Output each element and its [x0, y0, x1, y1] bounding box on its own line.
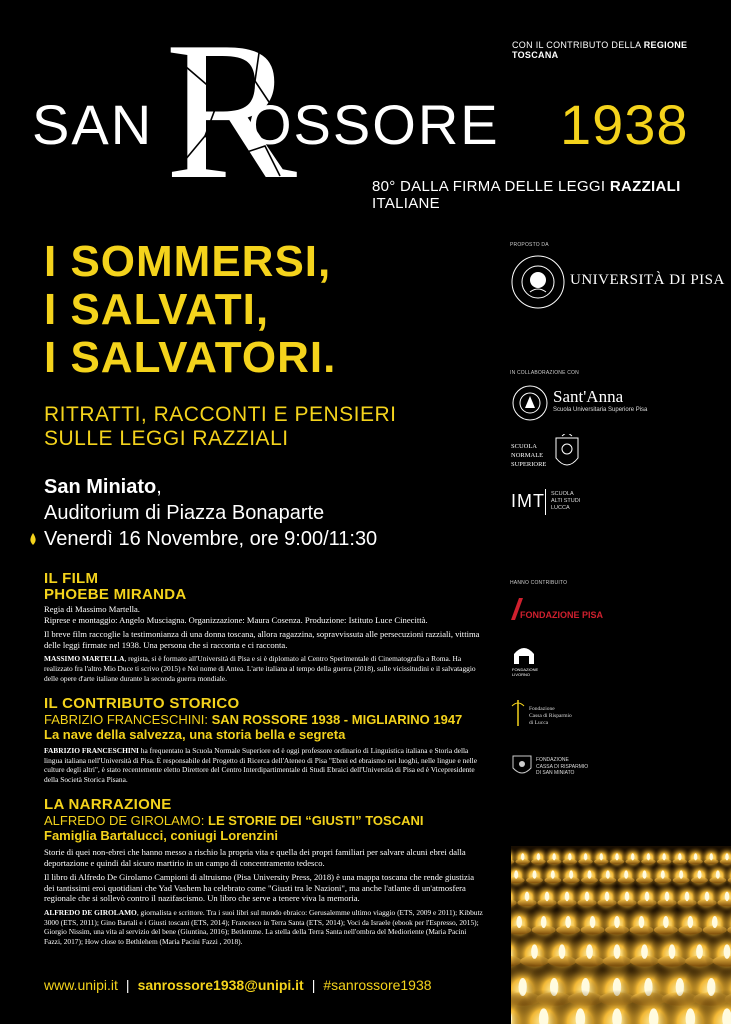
candle-flame	[725, 892, 729, 902]
fondazione-lucca-text	[529, 706, 572, 727]
subtitle-line-1: RITRATTI, RACCONTI E PENSIERI	[44, 403, 397, 426]
candle-flame	[705, 892, 709, 902]
film-bio-text: , regista, si è formato all'Università di Pisa e si è diplomato al Centro Sperimentale di Cinematografia a Roma. Ha realizzato fra l'altro Mio Duce ti scrivo (2015) e Nel nome di Antea. L'arte italiana al tempo della guerra (2018), sulle vicissitudini e il salvataggio delle opere d'arte italiane durante la seconda guerra mondiale.	[44, 654, 476, 683]
event-date: Venerdì 16 Novembre, ore 9:00/11:30	[44, 528, 378, 550]
santanna-sub: Scuola Universitaria Superiore Pisa	[553, 407, 648, 413]
film-regia: Regia di Massimo Martella.	[44, 604, 140, 614]
candle-flame	[600, 853, 603, 860]
fondazione-lucca-icon	[510, 698, 526, 728]
candles-photo	[511, 846, 731, 1024]
storico-title: IL CONTRIBUTO STORICO	[44, 695, 240, 712]
candle-flame	[678, 853, 681, 860]
candle-flame	[716, 870, 720, 878]
anniv-bold: RAZZIALI	[609, 178, 681, 195]
candle-flame	[606, 870, 610, 878]
candle-flame	[641, 944, 648, 958]
livorno-line-1: FONDAZIONE	[512, 667, 539, 672]
candle-flame	[639, 916, 645, 928]
footer	[44, 977, 432, 993]
lucca-line-1: Fondazione	[529, 706, 555, 712]
film-subtitle: PHOEBE MIRANDA	[44, 586, 187, 603]
contributo-prefix: CON IL CONTRIBUTO DELLA	[512, 40, 641, 50]
candle-flame	[679, 870, 683, 878]
fondazione-livorno-icon	[512, 644, 536, 666]
candle-flame	[590, 916, 596, 928]
title-r-letter: R	[165, 1, 294, 220]
fondazione-sanminiato-crest-icon	[511, 754, 533, 778]
candle-flame	[614, 944, 621, 958]
anniv-prefix: 80° DALLA FIRMA DELLE LEGGI	[372, 178, 606, 195]
event-venue: Auditorium di Piazza Bonaparte	[44, 502, 325, 524]
narrazione-title: LA NARRAZIONE	[44, 796, 172, 813]
candle-flame	[712, 916, 718, 928]
candle-flame	[661, 870, 665, 878]
candle-flame	[662, 853, 665, 860]
candle-flame	[588, 870, 592, 878]
sns-line-3: SUPERIORE	[511, 461, 547, 468]
narrazione-talk-line	[44, 813, 484, 828]
film-description: Il breve film raccoglie la testimonianza di una donna toscana, allora ragazzina, sopravvissuta alle persecuzioni razziali, vittima delle leggi firmate nel 1938. Una persona che si racconta e ci racconta.	[44, 629, 480, 650]
narrazione-bio	[44, 908, 484, 946]
candle-flame	[696, 944, 703, 958]
candle-flame	[514, 870, 518, 878]
narrazione-subtitle: Famiglia Bartalucci, coniugi Lorenzini	[44, 828, 279, 843]
candle-flame	[565, 916, 571, 928]
candle-flame	[521, 853, 524, 860]
candle-flame	[525, 892, 529, 902]
storico-talk-line	[44, 712, 484, 727]
footer-sep-1: |	[125, 977, 130, 993]
event-comma: ,	[156, 476, 162, 498]
storico-bio-name: FABRIZIO FRANCESCHINI	[44, 746, 139, 755]
storico-talk: SAN ROSSORE 1938 - MIGLIARINO 1947	[211, 712, 463, 727]
unipi-name: UNIVERSITÀ DI PISA	[570, 272, 725, 288]
narrazione-talk: LE STORIE DEI “GIUSTI” TOSCANI	[208, 813, 424, 828]
main-headline	[44, 238, 336, 382]
candle-flame	[624, 870, 628, 878]
narrazione-paragraph-2: Il libro di Alfredo De Girolamo Campioni di altruismo (Pisa University Press, 2018) è una mappa toscana che rende giustizia dei tantissimi eroi quotidiani che Yad Vashem ha celebrato come "Giusti tra le Nazioni", ma anche l'atlante di un'atmosfera regionale che si sollevò contro il nazifascismo. Un libro che serve a tenere viva la memoria.	[44, 872, 475, 904]
candle-flame	[688, 916, 694, 928]
candle-flame-icon	[28, 532, 38, 546]
candle-flame	[551, 870, 555, 878]
imt-sub	[551, 491, 580, 512]
candle-flame	[614, 916, 620, 928]
fondazione-livorno-text	[512, 667, 538, 677]
candle-flame	[586, 944, 593, 958]
storico-bio-text: ha frequentato la Scuola Normale Superiore ed è oggi professore ordinario di Linguistica italiana e Storia della lingua italiana nell'Università di Pisa. È responsabile del Progetto di Ricerca dell'Ateneo di Pisa "Ebrei ed ebraismo nei luoghi, nelle lingue e nelle culture degli altri", è stato recentemente eletto Direttore del Centro Interdipartimentale di Studi Ebraici dell'Università di Pisa ed è Vicepresidente della Società Storica Pisana.	[44, 746, 477, 784]
candle-flame	[663, 916, 669, 928]
narrazione-bio-text: , giornalista e scrittore. Tra i suoi libri sul mondo ebraico: Gerusalemme ultimo viaggio (ETS, 2009 e 2011); Kibbutz 3000 (ETS, 2011); Gino Bartali e i Giusti toscani (ETS, 2014); Francesco in Terra Santa (ETS, 2014); Voci da Israele (ebook per l'Espresso, 2015); Giorgio Nissim, una vita al servizio del bene (Giuntina, 2016); Betlemme. La stella della Terra Santa nell'ombra del Medioriente (Maria Pacini Fazzi, 2017); How close to Bethlehem (Maria Pacini Fazzi , 2018).	[44, 907, 483, 946]
santanna-name: Sant'Anna	[553, 387, 624, 406]
section-narrazione	[44, 797, 484, 950]
imt-line-3: LUCCA	[551, 505, 570, 511]
storico-subtitle: La nave della salvezza, una storia bella e segreta	[44, 727, 346, 742]
candle-flame	[694, 853, 697, 860]
footer-email-link[interactable]: sanrossore1938@unipi.it	[137, 977, 304, 993]
headline-line-1: I SOMMERSI,	[44, 237, 332, 286]
title-ossore: OSSORE	[248, 93, 500, 156]
sanminiato-line-3: DI SAN MINIATO	[536, 770, 575, 776]
headline-line-2: I SALVATI,	[44, 285, 270, 334]
candle-flame	[625, 892, 629, 902]
candle-flame	[516, 916, 522, 928]
candle-flame	[725, 853, 728, 860]
lucca-line-2: Cassa di Risparmio	[529, 713, 572, 719]
candle-flame	[565, 892, 569, 902]
imt-line-2: ALTI STUDI	[551, 498, 581, 504]
candle-flame	[631, 853, 634, 860]
contributo-line	[512, 40, 731, 60]
sns-line-2: NORMALE	[511, 452, 544, 459]
imt-divider	[545, 489, 546, 515]
candle-flame	[559, 944, 566, 958]
fondazione-pisa-name: FONDAZIONE PISA	[520, 610, 604, 620]
anniversary-line	[372, 178, 731, 212]
candle-flame	[665, 892, 669, 902]
candle-flame	[541, 916, 547, 928]
title-year: 1938	[560, 93, 689, 156]
sns-line-1: SCUOLA	[511, 443, 538, 450]
footer-hashtag: #sanrossore1938	[323, 977, 432, 993]
candle-flame	[698, 870, 702, 878]
livorno-line-2: LIVORNO	[512, 672, 531, 677]
collab-caption: IN COLLABORAZIONE CON	[510, 370, 579, 376]
headline-line-3: I SALVATORI.	[44, 333, 337, 382]
storico-speaker: FABRIZIO FRANCESCHINI:	[44, 712, 208, 727]
candle-flame	[724, 944, 731, 958]
unipi-seal-icon	[510, 254, 566, 310]
imt-line-1: SCUOLA	[551, 491, 574, 497]
fondazione-sanminiato-text	[536, 757, 588, 777]
subtitle-line-2: SULLE LEGGI RAZZIALI	[44, 427, 289, 450]
storico-bio	[44, 746, 484, 784]
film-title: IL FILM	[44, 570, 99, 587]
sns-logo-text	[511, 442, 546, 469]
santanna-seal-icon	[511, 384, 549, 422]
candle-flame	[710, 853, 713, 860]
candle-flame	[685, 892, 689, 902]
candle-flame	[584, 853, 587, 860]
film-credits: Riprese e montaggio: Angelo Musciagna. Organizzazione: Maura Cosenza. Produzione: Istituto Luce Cinecittà.	[44, 614, 428, 625]
sanminiato-line-2: CASSA DI RISPARMIO	[536, 763, 589, 770]
narrazione-speaker: ALFREDO DE GIROLAMO:	[44, 813, 205, 828]
film-bio-name: MASSIMO MARTELLA	[44, 654, 125, 664]
candle-flame	[569, 870, 573, 878]
footer-website-link[interactable]: www.unipi.it	[44, 977, 118, 993]
event-city: San Miniato	[44, 476, 157, 498]
lucca-line-3: di Lucca	[529, 720, 549, 726]
sanminiato-line-1: FONDAZIONE	[536, 757, 569, 763]
sns-crest-icon	[552, 434, 582, 474]
candle-flame	[645, 892, 649, 902]
anniv-suffix: ITALIANE	[372, 195, 440, 212]
contributo-region: REGIONE TOSCANA	[512, 40, 688, 60]
section-storico	[44, 696, 484, 788]
section-film	[44, 571, 484, 687]
narrazione-bio-name: ALFREDO DE GIROLAMO	[44, 907, 137, 917]
footer-sep-2: |	[311, 977, 316, 993]
candle-flame	[615, 853, 618, 860]
candle-flame	[533, 870, 537, 878]
candle-flame	[537, 853, 540, 860]
candle-flame	[545, 892, 549, 902]
headline-subtitle	[44, 403, 396, 451]
hanno-caption: HANNO CONTRIBUITO	[510, 580, 568, 586]
candle-flame	[552, 853, 555, 860]
candle-flame	[647, 853, 650, 860]
candle-flame	[605, 892, 609, 902]
event-info	[44, 474, 377, 552]
candle-flame	[643, 870, 647, 878]
candle-flame	[585, 892, 589, 902]
candle-flame	[568, 853, 571, 860]
film-bio	[44, 654, 484, 683]
candle-flame	[669, 944, 676, 958]
candle-flame	[531, 944, 538, 958]
title-san: SAN	[32, 93, 154, 156]
imt-logo: IMT	[511, 491, 545, 511]
proposto-caption: PROPOSTO DA	[510, 242, 549, 248]
narrazione-paragraph-1: Storie di quei non-ebrei che hanno messo a rischio la propria vita e quella dei propri familiari per salvare alcuni ebrei dalla deportazione e quindi dal sicuro martirio in un campo di concentramento tedesco.	[44, 847, 466, 868]
